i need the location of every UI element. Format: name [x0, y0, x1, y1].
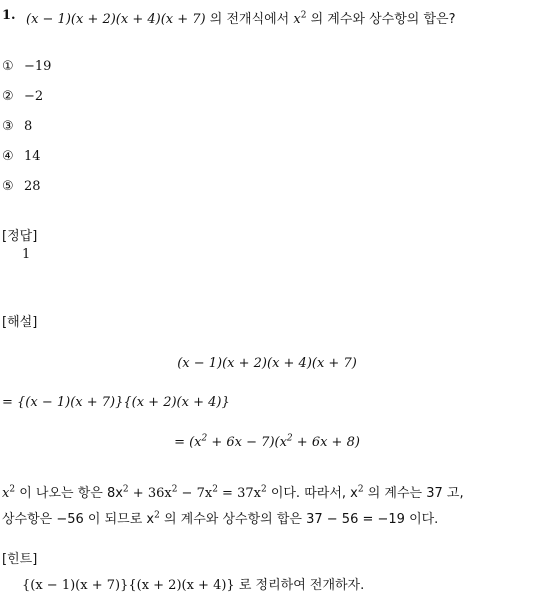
choice-1[interactable]	[2, 59, 51, 74]
line1-exp-5: 2	[260, 484, 267, 495]
explanation-eq1: (x − 1)(x + 2)(x + 4)(x + 7)	[177, 356, 357, 371]
question-text-end: 의 계수와 상수항의 합은?	[306, 12, 456, 27]
choice-mark-1: ①	[2, 59, 14, 74]
line1-exp-1: 2	[9, 484, 16, 495]
line1-part-g: 의 계수는 37 고,	[363, 486, 464, 501]
choice-mark-3: ③	[2, 119, 14, 134]
explanation-eq3	[0, 435, 534, 450]
choice-value-4: 14	[24, 149, 41, 164]
line1-x: x	[2, 486, 10, 501]
line1-part-b: 이 나오는 항은 8x	[15, 486, 123, 501]
choice-mark-5: ⑤	[2, 179, 14, 194]
choice-3[interactable]	[2, 119, 32, 134]
line1-part-e: = 37x	[217, 486, 261, 501]
choice-value-1: −19	[24, 59, 52, 74]
question-exponent: 2	[300, 10, 307, 21]
hint-label: [힌트]	[2, 552, 38, 567]
answer-value: 1	[22, 247, 31, 262]
choice-value-2: −2	[24, 89, 44, 104]
answer-label: [정답]	[2, 229, 38, 244]
eq3-part-b: + 6x − 7)(x	[207, 435, 287, 450]
choice-value-3: 8	[24, 119, 33, 134]
line1-part-f: 이다. 따라서, x	[266, 486, 358, 501]
eq3-exp-2: 2	[286, 433, 293, 444]
choice-value-5: 28	[24, 179, 41, 194]
question-text	[26, 8, 455, 27]
line1-exp-6: 2	[357, 484, 364, 495]
choice-5[interactable]	[2, 179, 41, 194]
line2-exp: 2	[154, 510, 160, 521]
line2-part-a: 상수항은 −56 이 되므로 x	[2, 512, 155, 527]
question-text-mid: 의 전개식에서	[205, 12, 294, 27]
explanation-label: [해설]	[2, 315, 38, 330]
question-expression: (x − 1)(x + 2)(x + 4)(x + 7)	[26, 12, 206, 27]
line1-exp-4: 2	[212, 484, 218, 495]
choice-mark-4: ④	[2, 149, 14, 164]
explanation-line2	[2, 508, 438, 527]
line1-part-d: − 7x	[177, 486, 213, 501]
choice-4[interactable]	[2, 149, 41, 164]
line2-part-b: 의 계수와 상수항의 합은 37 − 56 = −19 이다.	[159, 512, 439, 527]
eq3-part-a: = (x	[174, 435, 202, 450]
explanation-eq2: = {(x − 1)(x + 7)}{(x + 2)(x + 4)}	[2, 395, 230, 410]
eq3-exp-1: 2	[201, 433, 208, 444]
explanation-line1	[2, 482, 464, 501]
question-x: x	[293, 12, 301, 27]
line1-exp-2: 2	[122, 484, 129, 495]
line1-part-c: + 36x	[128, 486, 172, 501]
question-number: 1.	[2, 8, 16, 23]
choice-mark-2: ②	[2, 89, 14, 104]
eq3-part-c: + 6x + 8)	[292, 435, 360, 450]
choice-2[interactable]	[2, 89, 43, 104]
hint-text: {(x − 1)(x + 7)}{(x + 2)(x + 4)} 로 정리하여 전개하자.	[22, 578, 365, 593]
line1-exp-3: 2	[171, 484, 178, 495]
